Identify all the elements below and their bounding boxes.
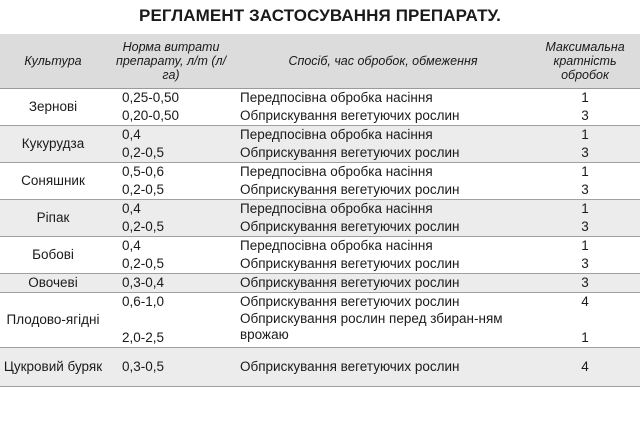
regulation-table	[0, 34, 640, 387]
table-row	[0, 89, 640, 126]
max-value: 3	[581, 275, 589, 290]
max-value: 4	[581, 294, 589, 309]
crop-cell: Кукурудза	[0, 126, 106, 163]
method-text: Обприскування вегетуючих рослин	[240, 145, 460, 160]
method-text: Обприскування вегетуючих рослин	[240, 359, 460, 374]
crop-cell: Ріпак	[0, 200, 106, 237]
table-row	[0, 237, 640, 274]
method-text: Обприскування рослин перед збиран-ням врожаю	[240, 311, 503, 342]
rate-value: 0,3-0,4	[122, 275, 165, 290]
table-row	[0, 348, 640, 387]
header-rate: Норма витрати препарату, л/т (л/га)	[106, 34, 236, 89]
rate-value: 0,4	[122, 127, 141, 142]
rate-value: 0,2-0,5	[122, 219, 165, 234]
table-row	[0, 293, 640, 348]
rate-value: 0,4	[122, 201, 141, 216]
rate-value: 0,20-0,50	[122, 108, 180, 123]
crop-cell: Цукровий буряк	[0, 348, 106, 387]
header-method: Спосіб, час обробок, обмеження	[236, 34, 530, 89]
table-row	[0, 200, 640, 237]
crop-cell: Овочеві	[0, 274, 106, 293]
method-text: Передпосівна обробка насіння	[240, 90, 433, 105]
crop-cell: Плодово-ягідні	[0, 293, 106, 348]
max-value: 3	[581, 182, 589, 197]
max-value: 1	[581, 238, 589, 253]
rate-value: 0,25-0,50	[122, 90, 180, 105]
table-header-row	[0, 34, 640, 89]
max-value: 1	[581, 330, 589, 345]
method-text: Передпосівна обробка насіння	[240, 201, 433, 216]
rate-value: 0,2-0,5	[122, 256, 165, 271]
max-value: 3	[581, 256, 589, 271]
max-value: 1	[581, 127, 589, 142]
table-row	[0, 126, 640, 163]
max-value: 1	[581, 164, 589, 179]
method-text: Обприскування вегетуючих рослин	[240, 182, 460, 197]
method-text: Передпосівна обробка насіння	[240, 127, 433, 142]
max-value: 1	[581, 90, 589, 105]
rate-value: 0,5-0,6	[122, 164, 165, 179]
rate-value: 0,2-0,5	[122, 182, 165, 197]
table-row	[0, 163, 640, 200]
rate-value: 2,0-2,5	[122, 330, 165, 345]
rate-value: 0,6-1,0	[122, 294, 165, 309]
method-text: Обприскування вегетуючих рослин	[240, 294, 460, 309]
max-value: 3	[581, 108, 589, 123]
max-value: 4	[581, 359, 589, 374]
method-text: Обприскування вегетуючих рослин	[240, 219, 460, 234]
max-value: 3	[581, 145, 589, 160]
crop-cell: Зернові	[0, 89, 106, 126]
method-text: Обприскування вегетуючих рослин	[240, 108, 460, 123]
crop-cell: Соняшник	[0, 163, 106, 200]
max-value: 1	[581, 201, 589, 216]
rate-value: 0,4	[122, 238, 141, 253]
rate-value: 0,3-0,5	[122, 359, 165, 374]
header-max: Максимальна кратність обробок	[530, 34, 640, 89]
max-value: 3	[581, 219, 589, 234]
rate-value: 0,2-0,5	[122, 145, 165, 160]
crop-cell: Бобові	[0, 237, 106, 274]
method-text: Передпосівна обробка насіння	[240, 164, 433, 179]
table-row	[0, 274, 640, 293]
header-crop: Культура	[0, 34, 106, 89]
method-text: Обприскування вегетуючих рослин	[240, 275, 460, 290]
method-text: Обприскування вегетуючих рослин	[240, 256, 460, 271]
method-text: Передпосівна обробка насіння	[240, 238, 433, 253]
page-title: РЕГЛАМЕНТ ЗАСТОСУВАННЯ ПРЕПАРАТУ.	[139, 6, 501, 25]
